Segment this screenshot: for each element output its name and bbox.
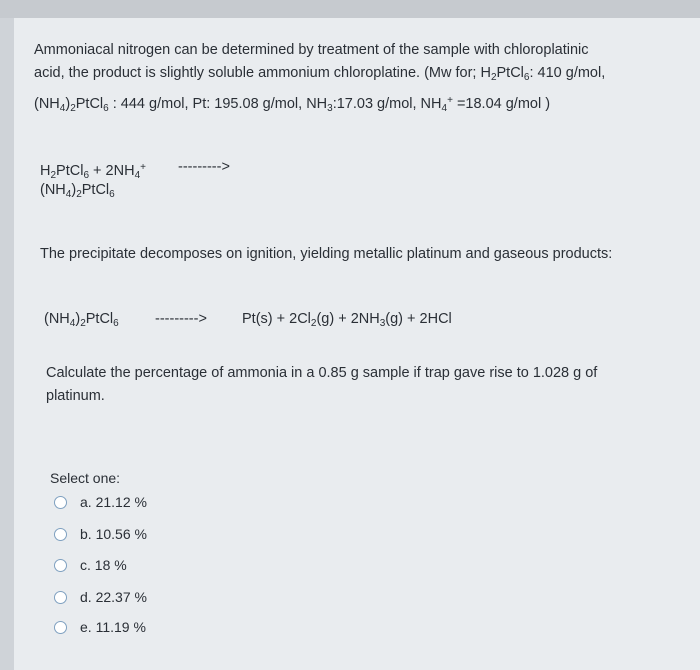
reaction-2-products: $Pt(s) + 2Cl_2(g) + 2NH_3(g) + 2HCl$ <box>242 311 452 329</box>
question-line-1: Ammoniacal nitrogen can be determined by treatment of the sample with chloroplatinic <box>34 42 589 58</box>
option-e-label[interactable]: e. 11.19 % <box>80 619 146 635</box>
decomposition-text: The precipitate decomposes on ignition, yielding metallic platinum and gaseous products: <box>40 246 613 262</box>
reaction-2-arrow: ---------> <box>155 311 207 327</box>
option-d[interactable] <box>54 586 147 608</box>
option-d-label[interactable]: d. 22.37 % <box>80 589 147 605</box>
option-b[interactable] <box>54 523 147 545</box>
reaction-1-product: $(NH_4)_2PtCl_6$ <box>40 182 115 200</box>
option-a[interactable] <box>54 491 147 513</box>
top-strip <box>0 0 700 18</box>
calculate-line-2: platinum. <box>46 388 105 404</box>
option-e[interactable] <box>54 616 146 638</box>
reaction-1-reactants: $H_2PtCl_6 + 2NH_4^+$ <box>40 162 146 181</box>
radio-button-icon[interactable] <box>54 528 67 541</box>
select-one-label: Select one: <box>50 470 121 486</box>
option-b-label[interactable]: b. 10.56 % <box>80 526 147 542</box>
option-c-label[interactable]: c. 18 % <box>80 557 127 573</box>
calculate-text <box>46 362 597 408</box>
calculate-line-1: Calculate the percentage of ammonia in a 0.85 g sample if trap gave rise to 1.028 g of <box>46 365 598 381</box>
radio-button-icon[interactable] <box>54 559 67 572</box>
radio-button-icon[interactable] <box>54 621 67 634</box>
question-text <box>34 39 605 120</box>
radio-button-icon[interactable] <box>54 591 67 604</box>
option-a-label[interactable]: a. 21.12 % <box>80 494 147 510</box>
question-line-2: acid, the product is slightly soluble ammonium chloroplatine. (Mw for; $H_2PtCl_6$: 410 g/mol, <box>34 65 606 83</box>
question-line-3: $(NH_4)_2PtCl_6$ : 444 g/mol, Pt: 195.08 g/mol, $NH_3:17.03$ g/mol, $NH_4^+ =18.04$ g/mol ) <box>34 95 551 114</box>
reaction-2-reactant: $(NH_4)_2PtCl_6$ <box>44 311 119 329</box>
radio-button-icon[interactable] <box>54 496 67 509</box>
reaction-1-arrow: ---------> <box>178 159 230 175</box>
option-c[interactable] <box>54 554 127 576</box>
